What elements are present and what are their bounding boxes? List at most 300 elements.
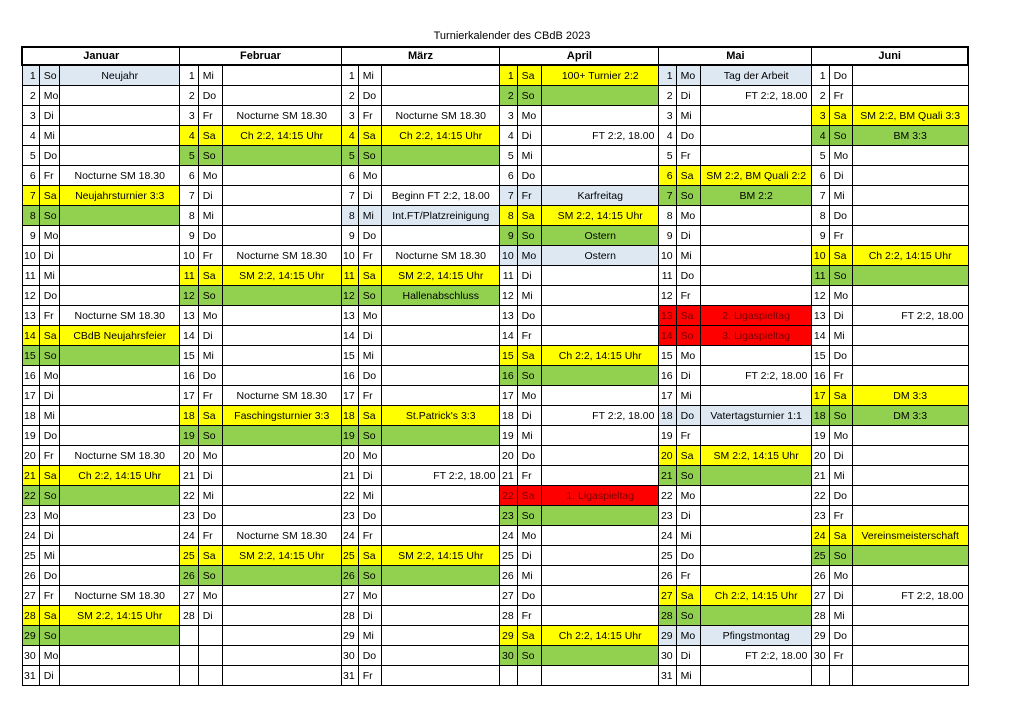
day-number: 8 (341, 206, 358, 226)
weekday: So (39, 206, 59, 226)
day-number: 13 (500, 306, 517, 326)
table-row (22, 666, 968, 686)
day-number: 19 (812, 426, 829, 446)
event-cell (381, 566, 499, 586)
day-number: 30 (812, 646, 829, 666)
weekday: So (517, 86, 541, 106)
event-cell (381, 166, 499, 186)
day-number: 29 (659, 626, 676, 646)
event-cell (223, 166, 342, 186)
event-cell: Vereinsmeisterschaft (852, 526, 968, 546)
event-cell (852, 346, 968, 366)
table-row (22, 306, 968, 326)
weekday: Sa (829, 246, 852, 266)
event-cell (59, 286, 180, 306)
weekday: So (676, 326, 700, 346)
day-number: 24 (180, 526, 198, 546)
day-number: 24 (659, 526, 676, 546)
event-cell: Nocturne SM 18.30 (59, 166, 180, 186)
day-number: 26 (812, 566, 829, 586)
day-number: 9 (341, 226, 358, 246)
day-number: 5 (812, 146, 829, 166)
weekday: Mi (829, 606, 852, 626)
day-number: 25 (659, 546, 676, 566)
weekday: Sa (39, 606, 59, 626)
weekday: Mi (198, 206, 222, 226)
table-row (22, 366, 968, 386)
weekday: Mo (39, 646, 59, 666)
event-cell (59, 646, 180, 666)
weekday: Mi (358, 346, 381, 366)
weekday: Mo (39, 226, 59, 246)
weekday: Do (676, 126, 700, 146)
event-cell (852, 506, 968, 526)
weekday: Mi (676, 106, 700, 126)
day-number: 13 (22, 306, 39, 326)
day-number: 18 (22, 406, 39, 426)
weekday: Mo (358, 446, 381, 466)
day-number: 12 (812, 286, 829, 306)
weekday: Mi (517, 286, 541, 306)
day-number: 10 (22, 246, 39, 266)
weekday: Do (39, 426, 59, 446)
weekday: So (198, 566, 222, 586)
event-cell: DM 3:3 (852, 386, 968, 406)
event-cell (223, 446, 342, 466)
day-number: 22 (500, 486, 517, 506)
event-cell (541, 666, 658, 686)
weekday: Do (829, 486, 852, 506)
weekday (198, 646, 222, 666)
day-number: 2 (341, 86, 358, 106)
event-cell: FT 2:2, 18.00 (852, 586, 968, 606)
weekday: So (829, 406, 852, 426)
event-cell: Ch 2:2, 14:15 Uhr (852, 246, 968, 266)
event-cell (700, 486, 811, 506)
day-number: 5 (180, 146, 198, 166)
event-cell (223, 666, 342, 686)
event-cell (852, 666, 968, 686)
event-cell: Tag der Arbeit (700, 65, 811, 86)
day-number: 13 (341, 306, 358, 326)
event-cell: SM 2:2, 14:15 Uhr (59, 606, 180, 626)
day-number: 19 (659, 426, 676, 446)
day-number: 14 (22, 326, 39, 346)
event-cell (381, 646, 499, 666)
event-cell (381, 226, 499, 246)
day-number: 6 (659, 166, 676, 186)
day-number: 26 (500, 566, 517, 586)
event-cell (381, 346, 499, 366)
weekday: Do (39, 286, 59, 306)
event-cell: Ch 2:2, 14:15 Uhr (223, 126, 342, 146)
day-number: 17 (180, 386, 198, 406)
event-cell: SM 2:2, BM Quali 3:3 (852, 106, 968, 126)
table-row (22, 586, 968, 606)
event-cell (700, 206, 811, 226)
weekday: Mo (676, 65, 700, 86)
weekday: Sa (198, 546, 222, 566)
day-number: 7 (341, 186, 358, 206)
event-cell (59, 486, 180, 506)
weekday: Fr (829, 226, 852, 246)
event-cell (223, 566, 342, 586)
day-number: 18 (500, 406, 517, 426)
day-number: 9 (659, 226, 676, 246)
event-cell: SM 2:2, 14:15 Uhr (700, 446, 811, 466)
weekday: Di (358, 186, 381, 206)
day-number: 21 (22, 466, 39, 486)
day-number: 26 (22, 566, 39, 586)
event-cell (223, 65, 342, 86)
day-number: 6 (500, 166, 517, 186)
event-cell (381, 666, 499, 686)
weekday: Mi (358, 65, 381, 86)
day-number: 7 (659, 186, 676, 206)
weekday: Sa (676, 306, 700, 326)
day-number: 10 (341, 246, 358, 266)
weekday: So (198, 426, 222, 446)
event-cell (700, 146, 811, 166)
weekday: Di (676, 506, 700, 526)
event-cell: Nocturne SM 18.30 (223, 386, 342, 406)
event-cell: Nocturne SM 18.30 (381, 246, 499, 266)
weekday: Mo (358, 166, 381, 186)
day-number: 7 (180, 186, 198, 206)
table-row (22, 65, 968, 86)
day-number: 14 (659, 326, 676, 346)
day-number: 29 (341, 626, 358, 646)
weekday: So (358, 426, 381, 446)
weekday: Sa (676, 446, 700, 466)
day-number: 23 (500, 506, 517, 526)
day-number: 22 (180, 486, 198, 506)
day-number: 21 (180, 466, 198, 486)
weekday: Mo (358, 306, 381, 326)
event-cell (700, 546, 811, 566)
weekday: Do (358, 366, 381, 386)
weekday: Mo (829, 146, 852, 166)
day-number: 18 (180, 406, 198, 426)
day-number: 17 (659, 386, 676, 406)
event-cell (700, 226, 811, 246)
weekday: Mo (198, 166, 222, 186)
event-cell (852, 546, 968, 566)
event-cell (223, 506, 342, 526)
table-row (22, 266, 968, 286)
weekday: Sa (358, 266, 381, 286)
weekday: Do (829, 65, 852, 86)
day-number: 10 (500, 246, 517, 266)
weekday (829, 666, 852, 686)
day-number: 23 (22, 506, 39, 526)
event-cell (59, 406, 180, 426)
event-cell (223, 226, 342, 246)
month-header-row (22, 47, 968, 65)
day-number: 6 (180, 166, 198, 186)
event-cell (223, 326, 342, 346)
day-number: 23 (812, 506, 829, 526)
event-cell: FT 2:2, 18.00 (700, 646, 811, 666)
event-cell (852, 86, 968, 106)
day-number: 24 (341, 526, 358, 546)
table-row (22, 486, 968, 506)
event-cell (852, 426, 968, 446)
table-row (22, 146, 968, 166)
event-cell (852, 646, 968, 666)
table-row (22, 286, 968, 306)
event-cell (852, 286, 968, 306)
day-number: 10 (180, 246, 198, 266)
weekday: Mo (829, 566, 852, 586)
day-number: 17 (22, 386, 39, 406)
day-number: 19 (500, 426, 517, 446)
event-cell (700, 506, 811, 526)
weekday: So (517, 646, 541, 666)
event-cell (541, 566, 658, 586)
event-cell: Ch 2:2, 14:15 Uhr (541, 626, 658, 646)
weekday: Sa (517, 65, 541, 86)
day-number: 13 (659, 306, 676, 326)
day-number: 26 (180, 566, 198, 586)
weekday: Di (198, 466, 222, 486)
event-cell (223, 606, 342, 626)
event-cell: Nocturne SM 18.30 (59, 306, 180, 326)
event-cell (852, 626, 968, 646)
day-number: 9 (180, 226, 198, 246)
event-cell: Nocturne SM 18.30 (59, 446, 180, 466)
weekday: Fr (358, 526, 381, 546)
event-cell (852, 65, 968, 86)
month-header: April (500, 47, 659, 65)
weekday: Mi (39, 406, 59, 426)
weekday: Sa (517, 486, 541, 506)
day-number: 2 (659, 86, 676, 106)
weekday: Fr (676, 426, 700, 446)
event-cell (700, 426, 811, 446)
table-row (22, 566, 968, 586)
table-row (22, 326, 968, 346)
event-cell (700, 566, 811, 586)
weekday: Sa (829, 386, 852, 406)
event-cell (700, 386, 811, 406)
weekday: So (39, 626, 59, 646)
weekday: Mo (358, 586, 381, 606)
event-cell: Ch 2:2, 14:15 Uhr (381, 126, 499, 146)
weekday: So (358, 146, 381, 166)
weekday: Fr (358, 106, 381, 126)
day-number: 27 (659, 586, 676, 606)
event-cell (541, 326, 658, 346)
day-number: 5 (22, 146, 39, 166)
table-row (22, 206, 968, 226)
table-row (22, 606, 968, 626)
event-cell (381, 386, 499, 406)
weekday: Mo (517, 246, 541, 266)
day-number: 17 (812, 386, 829, 406)
day-number: 10 (812, 246, 829, 266)
weekday: Do (358, 506, 381, 526)
event-cell (223, 86, 342, 106)
weekday: Do (358, 646, 381, 666)
event-cell (223, 206, 342, 226)
day-number: 28 (341, 606, 358, 626)
weekday: Do (358, 226, 381, 246)
day-number: 8 (812, 206, 829, 226)
event-cell (223, 306, 342, 326)
day-number: 24 (22, 526, 39, 546)
day-number: 18 (659, 406, 676, 426)
weekday: Fr (676, 566, 700, 586)
table-row (22, 246, 968, 266)
event-cell (381, 526, 499, 546)
weekday: Di (829, 446, 852, 466)
event-cell (541, 606, 658, 626)
weekday: Di (829, 306, 852, 326)
day-number: 20 (180, 446, 198, 466)
day-number: 27 (180, 586, 198, 606)
day-number: 15 (659, 346, 676, 366)
table-row (22, 646, 968, 666)
day-number: 13 (812, 306, 829, 326)
weekday: Do (198, 506, 222, 526)
event-cell (381, 626, 499, 646)
event-cell: SM 2:2, 14:15 Uhr (541, 206, 658, 226)
day-number: 30 (659, 646, 676, 666)
weekday: Di (198, 186, 222, 206)
weekday (517, 666, 541, 686)
event-cell (223, 146, 342, 166)
event-cell (852, 566, 968, 586)
day-number: 22 (659, 486, 676, 506)
day-number: 12 (659, 286, 676, 306)
event-cell (223, 626, 342, 646)
day-number: 3 (180, 106, 198, 126)
day-number: 9 (500, 226, 517, 246)
day-number: 3 (500, 106, 517, 126)
event-cell: SM 2:2, BM Quali 2:2 (700, 166, 811, 186)
weekday: Mo (39, 506, 59, 526)
event-cell (59, 266, 180, 286)
weekday: Mi (517, 426, 541, 446)
day-number: 24 (500, 526, 517, 546)
day-number: 31 (341, 666, 358, 686)
event-cell: Ch 2:2, 14:15 Uhr (59, 466, 180, 486)
weekday: Fr (517, 606, 541, 626)
event-cell: 2. Ligaspieltag (700, 306, 811, 326)
day-number: 4 (22, 126, 39, 146)
event-cell: Ch 2:2, 14:15 Uhr (700, 586, 811, 606)
day-number: 7 (22, 186, 39, 206)
day-number: 4 (659, 126, 676, 146)
event-cell (541, 506, 658, 526)
weekday: Sa (39, 466, 59, 486)
day-number: 29 (500, 626, 517, 646)
day-number (180, 626, 198, 646)
day-number: 7 (812, 186, 829, 206)
weekday: Di (198, 606, 222, 626)
day-number: 20 (812, 446, 829, 466)
event-cell: CBdB Neujahrsfeier (59, 326, 180, 346)
day-number: 19 (180, 426, 198, 446)
event-cell (59, 566, 180, 586)
weekday: So (829, 126, 852, 146)
table-row (22, 386, 968, 406)
day-number: 6 (341, 166, 358, 186)
event-cell (223, 186, 342, 206)
event-cell (541, 546, 658, 566)
weekday: Do (39, 566, 59, 586)
event-cell: Hallenabschluss (381, 286, 499, 306)
event-cell (59, 106, 180, 126)
event-cell: FT 2:2, 18.00 (852, 306, 968, 326)
day-number: 2 (812, 86, 829, 106)
weekday: Fr (829, 646, 852, 666)
weekday: Mi (39, 546, 59, 566)
event-cell (700, 126, 811, 146)
weekday: Mi (39, 266, 59, 286)
event-cell (852, 466, 968, 486)
event-cell (700, 286, 811, 306)
weekday: Mo (198, 586, 222, 606)
event-cell (59, 246, 180, 266)
event-cell (852, 206, 968, 226)
day-number: 29 (22, 626, 39, 646)
weekday: Mi (829, 466, 852, 486)
event-cell: Int.FT/Platzreinigung (381, 206, 499, 226)
table-row (22, 166, 968, 186)
weekday: Do (517, 446, 541, 466)
day-number: 25 (22, 546, 39, 566)
event-cell (541, 526, 658, 546)
weekday: Mi (358, 626, 381, 646)
table-row (22, 546, 968, 566)
weekday: Do (517, 586, 541, 606)
event-cell (700, 526, 811, 546)
weekday: Fr (198, 246, 222, 266)
day-number: 5 (341, 146, 358, 166)
event-cell: 1. Ligaspieltag (541, 486, 658, 506)
table-row (22, 106, 968, 126)
weekday: Di (198, 326, 222, 346)
weekday: Mo (39, 366, 59, 386)
day-number: 15 (812, 346, 829, 366)
day-number: 11 (500, 266, 517, 286)
day-number: 25 (180, 546, 198, 566)
weekday: So (358, 566, 381, 586)
weekday: Sa (517, 346, 541, 366)
weekday: Do (829, 206, 852, 226)
event-cell (381, 506, 499, 526)
day-number: 16 (500, 366, 517, 386)
day-number: 18 (341, 406, 358, 426)
month-header: März (341, 47, 500, 65)
day-number: 8 (180, 206, 198, 226)
weekday: Do (517, 166, 541, 186)
event-cell: FT 2:2, 18.00 (700, 86, 811, 106)
table-row (22, 186, 968, 206)
weekday: Mi (676, 526, 700, 546)
weekday: Fr (829, 506, 852, 526)
event-cell (59, 666, 180, 686)
weekday: Sa (39, 326, 59, 346)
event-cell (541, 426, 658, 446)
event-cell (59, 526, 180, 546)
event-cell (381, 146, 499, 166)
weekday: So (517, 366, 541, 386)
event-cell (381, 486, 499, 506)
day-number: 3 (812, 106, 829, 126)
